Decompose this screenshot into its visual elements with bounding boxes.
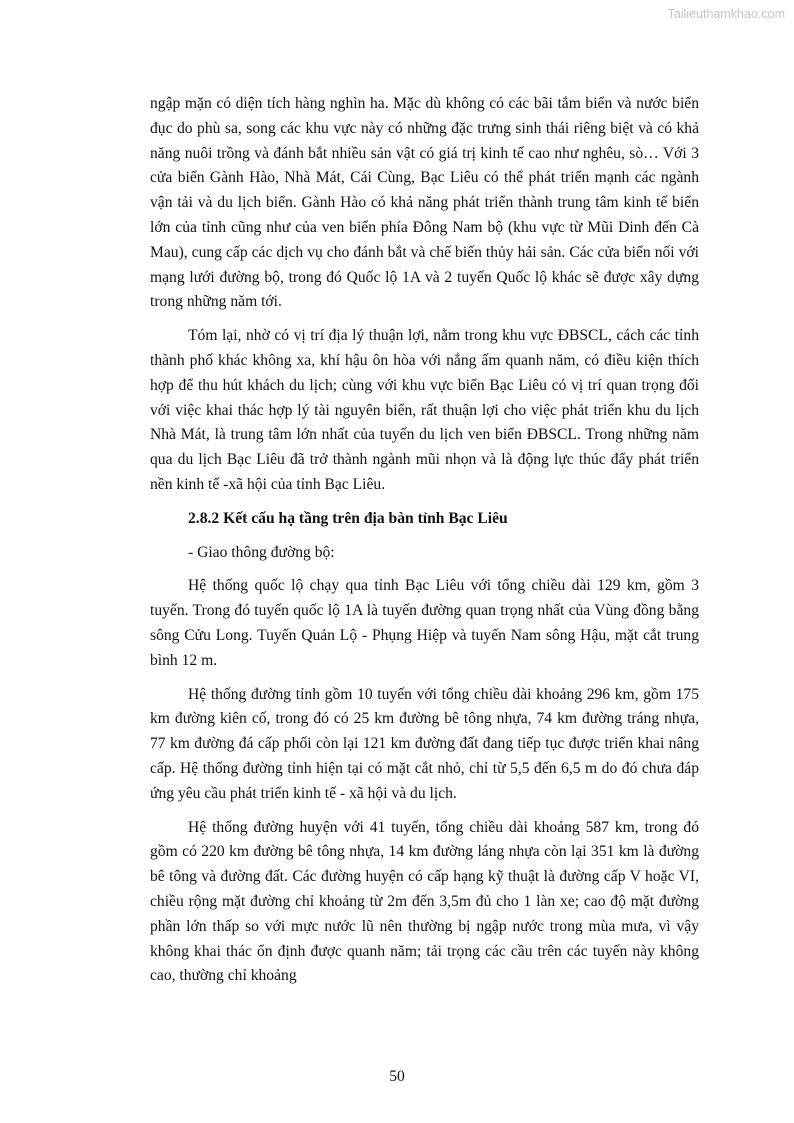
paragraph-summary: Tóm lại, nhờ có vị trí địa lý thuận lợi, nằm trong khu vực ĐBSCL, cách các tỉnh thành phố khác không xa, khí hậu ôn hòa với nắng ấm quanh năm, có điều kiện thích hợp để thu hút khách du lịch; cùng với khu vực biển Bạc Liêu có vị trí quan trọng đối với việc khai thác hợp lý tài nguyên biển, rất thuận lợi cho việc phát triển khu du lịch Nhà Mát, là trung tâm lớn nhất của tuyến du lịch ven biển ĐBSCL. Trong những năm qua du lịch Bạc Liêu đã trở thành ngành mũi nhọn và là động lực thúc đẩy phát triển nền kinh tế -xã hội của tỉnh Bạc Liêu.	[150, 327, 699, 493]
paragraph-continuation: ngập mặn có diện tích hàng nghìn ha. Mặc dù không có các bãi tắm biển và nước biển đục do phù sa, song các khu vực này có những đặc trưng sinh thái riêng biệt và có khả năng nuôi trồng và đánh bắt nhiều sản vật có giá trị kinh tế cao như nghêu, sò… Với 3 cửa biển Gành Hào, Nhà Mát, Cái Cùng, Bạc Liêu có thể phát triển mạnh các ngành vận tải và du lịch biển. Gành Hào có khả năng phát triển thành trung tâm kinh tế biển lớn của tỉnh cũng như của ven biển phía Đông Nam bộ (khu vực từ Mũi Dinh đến Cà Mau), cung cấp các dịch vụ cho đánh bắt và chế biến thủy hải sản. Các cửa biển nối với mạng lưới đường bộ, trong đó Quốc lộ 1A và 2 tuyến Quốc lộ khác sẽ được xây dựng trong những năm tới.	[150, 95, 699, 311]
page-body	[150, 92, 699, 998]
paragraph-provincial-roads: Hệ thống đường tỉnh gồm 10 tuyến với tổng chiều dài khoảng 296 km, gồm 175 km đường kiên cố, trong đó có 25 km đường bê tông nhựa, 74 km đường tráng nhựa, 77 km đường đá cấp phối còn lại 121 km đường đất đang tiếp tục được triển khai nâng cấp. Hệ thống đường tỉnh hiện tại có mặt cắt nhỏ, chỉ từ 5,5 đến 6,5 m do đó chưa đáp ứng yêu cầu phát triển kinh tế - xã hội và du lịch.	[150, 685, 699, 802]
subsection-label: - Giao thông đường bộ:	[188, 543, 335, 561]
paragraph-national-roads: Hệ thống quốc lộ chạy qua tỉnh Bạc Liêu với tổng chiều dài 129 km, gồm 3 tuyến. Trong đó tuyến quốc lộ 1A là tuyến đường quan trọng nhất của Vùng đồng bằng sông Cửu Long. Tuyến Quản Lộ - Phụng Hiệp và tuyến Nam sông Hậu, mặt cắt trung bình 12 m.	[150, 577, 699, 669]
section-heading: 2.8.2 Kết cấu hạ tầng trên địa bàn tỉnh Bạc Liêu	[188, 509, 508, 527]
paragraph-district-roads: Hệ thống đường huyện với 41 tuyến, tổng chiều dài khoảng 587 km, trong đó gồm có 220 km đường bê tông nhựa, 14 km đường láng nhựa còn lại 351 km là đường bê tông và đường đất. Các đường huyện có cấp hạng kỹ thuật là đường cấp V hoặc VI, chiều rộng mặt đường chỉ khoảng từ 2m đến 3,5m đủ cho 1 làn xe; cao độ mặt đường phần lớn thấp so với mực nước lũ nên thường bị ngập nước trong mùa mưa, vì vậy không khai thác ổn định được quanh năm; tải trọng các cầu trên các tuyến này không cao, thường chỉ khoảng	[150, 818, 699, 985]
watermark: Tailieuthamkhao.com	[667, 7, 785, 21]
page-number: 50	[389, 1068, 405, 1085]
